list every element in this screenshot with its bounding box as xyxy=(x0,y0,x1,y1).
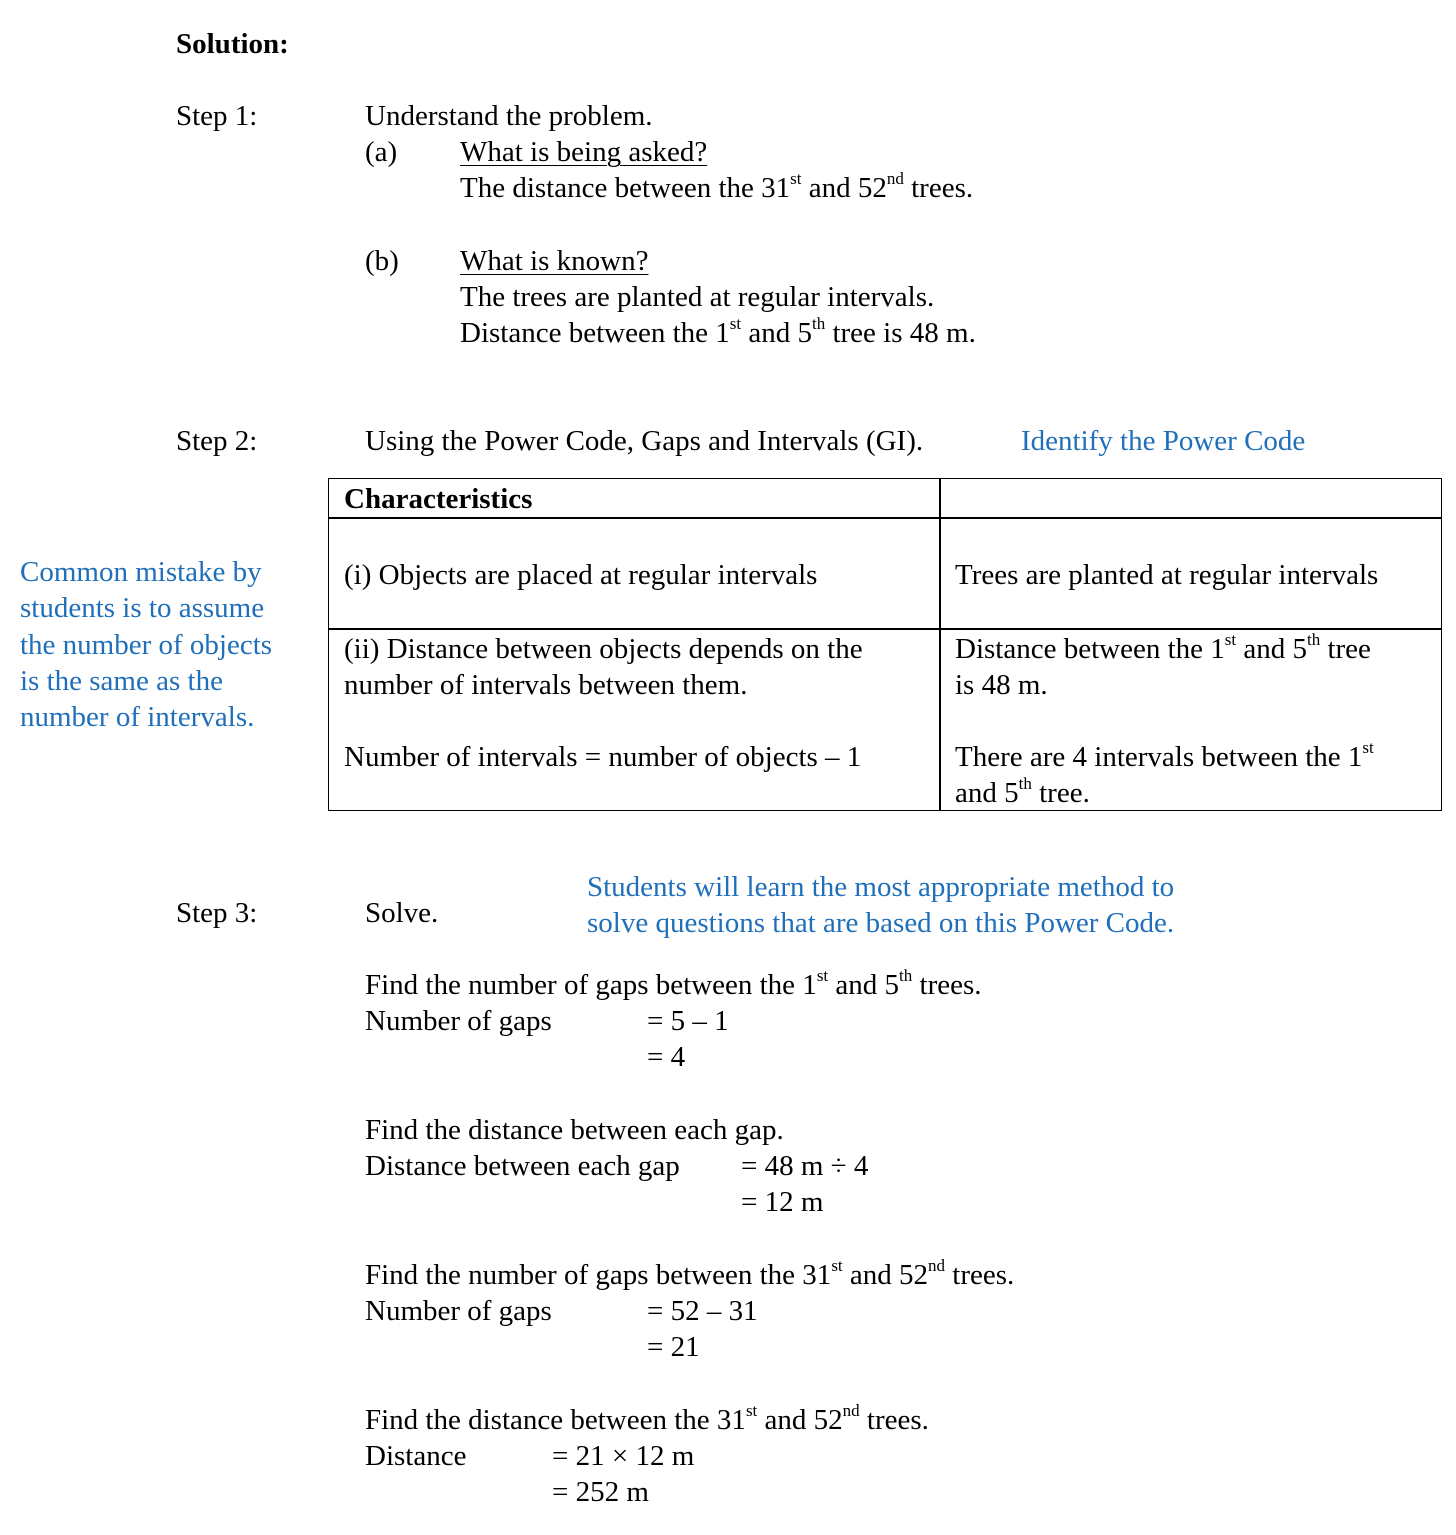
ordinal-suffix: st xyxy=(831,1256,843,1276)
power-code-table xyxy=(328,478,1442,811)
step1-title: Understand the problem. xyxy=(365,100,653,132)
ordinal-suffix: st xyxy=(729,314,742,334)
side-note-line-1: Common mistake by xyxy=(20,556,262,588)
text-run: and 52 xyxy=(842,1259,929,1291)
ordinal-suffix: th xyxy=(811,314,826,334)
step2-label: Step 2: xyxy=(176,425,258,457)
text-run: and 52 xyxy=(801,172,887,204)
step1-a-question: What is being asked? xyxy=(460,136,708,168)
step3-note-line2: solve questions that are based on this Power Code. xyxy=(587,907,1175,939)
block3-heading xyxy=(365,1257,1014,1293)
text-run: trees. xyxy=(903,172,974,204)
block1-eq1: = 5 – 1 xyxy=(647,1005,729,1037)
ordinal-suffix: th xyxy=(1018,774,1032,794)
step1-b-line2 xyxy=(460,315,976,351)
step3-title: Solve. xyxy=(365,897,439,929)
text-run: trees. xyxy=(945,1259,1015,1291)
text-run: The distance between the 31 xyxy=(460,172,791,204)
side-note-line-4: is the same as the xyxy=(20,665,223,697)
text-run: Find the number of gaps between the 1 xyxy=(365,969,817,1001)
step3-label: Step 3: xyxy=(176,897,258,929)
ordinal-suffix: nd xyxy=(928,1256,946,1276)
text-run: Distance between the 1 xyxy=(955,633,1225,665)
text-run: Distance between the 1 xyxy=(460,317,730,349)
table-column-divider xyxy=(939,479,941,810)
text-run: Find the number of gaps between the 31 xyxy=(365,1259,832,1291)
block2-heading: Find the distance between each gap. xyxy=(365,1114,784,1146)
text-run: tree is 48 m. xyxy=(825,317,976,349)
text-run: trees. xyxy=(859,1404,929,1436)
text-run: and 52 xyxy=(757,1404,843,1436)
text-run: and 5 xyxy=(955,777,1019,809)
table-row2-left-line3: Number of intervals = number of objects – 1 xyxy=(344,741,862,773)
step1-b-line1: The trees are planted at regular intervals. xyxy=(460,281,935,313)
text-run: trees. xyxy=(912,969,982,1001)
table-row2-right-line4 xyxy=(955,775,1090,811)
block3-label: Number of gaps xyxy=(365,1295,552,1327)
solution-heading: Solution: xyxy=(176,28,289,60)
table-row2-right-line3 xyxy=(955,739,1374,775)
step1-b-marker: (b) xyxy=(365,245,399,277)
step3-note-line1: Students will learn the most appropriate method to xyxy=(587,871,1175,903)
block4-eq1: = 21 × 12 m xyxy=(552,1440,695,1472)
block3-eq1: = 52 – 31 xyxy=(647,1295,758,1327)
table-row-divider xyxy=(329,628,1441,630)
step1-a-answer xyxy=(460,170,973,206)
ordinal-suffix: st xyxy=(745,1401,758,1421)
table-row1-left: (i) Objects are placed at regular intervals xyxy=(344,559,818,591)
ordinal-suffix: st xyxy=(1362,738,1374,758)
block4-label: Distance xyxy=(365,1440,467,1472)
side-note-line-3: the number of objects xyxy=(20,629,273,661)
text-run: and 5 xyxy=(828,969,900,1001)
step1-a-marker: (a) xyxy=(365,136,398,168)
ordinal-suffix: th xyxy=(899,966,913,986)
block4-heading xyxy=(365,1402,929,1438)
table-row2-right-line2: is 48 m. xyxy=(955,669,1048,701)
ordinal-suffix: st xyxy=(790,169,802,189)
block4-eq2: = 252 m xyxy=(552,1476,649,1508)
block1-label: Number of gaps xyxy=(365,1005,552,1037)
table-row2-left-line1: (ii) Distance between objects depends on the xyxy=(344,633,863,665)
step1-b-question: What is known? xyxy=(460,245,649,277)
side-note-line-2: students is to assume xyxy=(20,592,265,624)
ordinal-suffix: th xyxy=(1306,630,1321,650)
table-header-divider xyxy=(329,517,1441,519)
block2-eq1: = 48 m ÷ 4 xyxy=(741,1150,869,1182)
text-run: tree xyxy=(1320,633,1371,665)
ordinal-suffix: st xyxy=(816,966,829,986)
text-run: and 5 xyxy=(1236,633,1307,665)
block2-label: Distance between each gap xyxy=(365,1150,680,1182)
ordinal-suffix: st xyxy=(1224,630,1237,650)
text-run: and 5 xyxy=(741,317,812,349)
ordinal-suffix: nd xyxy=(886,169,904,189)
table-row2-left-line2: number of intervals between them. xyxy=(344,669,748,701)
table-row1-right: Trees are planted at regular intervals xyxy=(955,559,1379,591)
step2-title: Using the Power Code, Gaps and Intervals (GI). xyxy=(365,425,924,457)
table-header-left: Characteristics xyxy=(344,483,533,515)
step1-label: Step 1: xyxy=(176,100,258,132)
block2-eq2: = 12 m xyxy=(741,1186,824,1218)
text-run: Find the distance between the 31 xyxy=(365,1404,746,1436)
side-note-line-5: number of intervals. xyxy=(20,701,255,733)
block1-eq2: = 4 xyxy=(647,1041,686,1073)
block1-heading xyxy=(365,967,982,1003)
ordinal-suffix: nd xyxy=(842,1401,860,1421)
text-run: There are 4 intervals between the 1 xyxy=(955,741,1363,773)
step2-note: Identify the Power Code xyxy=(1021,425,1306,457)
table-row2-right-line1 xyxy=(955,631,1371,667)
text-run: tree. xyxy=(1031,777,1090,809)
block3-eq2: = 21 xyxy=(647,1331,700,1363)
